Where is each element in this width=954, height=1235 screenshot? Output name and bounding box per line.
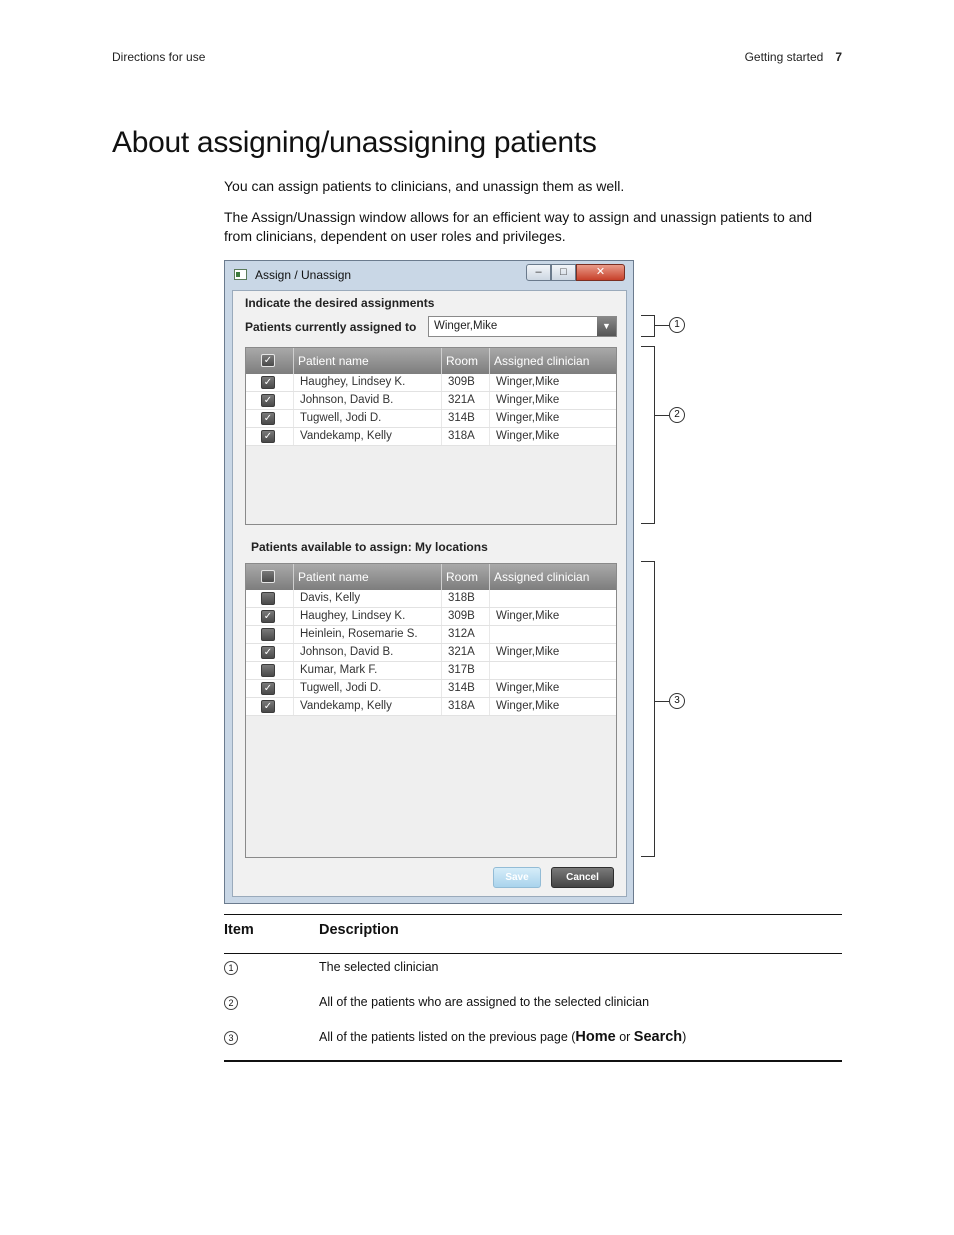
table-row[interactable] [246, 662, 616, 680]
room: 314B [442, 410, 490, 427]
callout-bracket-2 [641, 346, 655, 524]
close-button[interactable]: ✕ [576, 264, 625, 281]
assigned-clinician: Winger,Mike [496, 412, 560, 424]
maximize-button[interactable]: □ [551, 264, 576, 281]
page-header-right [745, 50, 842, 64]
select-all-checkbox[interactable]: ✓ [261, 354, 275, 367]
assigned-clinician [490, 626, 616, 643]
assigned-patients-grid [245, 347, 617, 525]
room: 314B [442, 680, 490, 697]
column-assigned-clinician[interactable]: Assigned clinician [494, 570, 590, 584]
assigned-clinician [490, 590, 616, 607]
item-number: 3 [224, 1031, 238, 1045]
item-column-header: Item [224, 922, 254, 938]
available-heading: Patients available to assign: My locations [251, 540, 488, 554]
row-check-cell [246, 608, 294, 625]
row-check-cell [246, 410, 294, 427]
assignments-heading: Indicate the desired assignments [245, 296, 435, 310]
row-checkbox[interactable]: ✓ [261, 430, 275, 443]
table-row[interactable] [246, 374, 616, 392]
patient-name: Johnson, David B. [294, 644, 442, 661]
app-icon [234, 269, 247, 280]
row-checkbox[interactable]: ✓ [261, 700, 275, 713]
patient-name: Johnson, David B. [294, 392, 442, 409]
row-check-cell [246, 626, 294, 643]
grid-header [246, 564, 616, 590]
patient-name: Kumar, Mark F. [294, 662, 442, 679]
room: 309B [442, 374, 490, 391]
column-room[interactable]: Room [442, 348, 490, 374]
row-checkbox[interactable] [261, 592, 275, 605]
table-row[interactable] [246, 698, 616, 716]
callout-marker-3: 3 [669, 693, 685, 709]
assigned-to-label: Patients currently assigned to [245, 320, 417, 334]
item-description: All of the patients who are assigned to the selected clinician [319, 995, 650, 1009]
room: 318B [442, 590, 490, 607]
row-checkbox[interactable]: ✓ [261, 412, 275, 425]
table-top-rule [224, 914, 842, 915]
patient-name: Vandekamp, Kelly [294, 428, 442, 445]
window-title: Assign / Unassign [255, 268, 352, 282]
patient-name: Heinlein, Rosemarie S. [294, 626, 442, 643]
callout-marker-2: 2 [669, 407, 685, 423]
home-keyword: Home [575, 1029, 616, 1045]
column-patient-name[interactable]: Patient name [294, 564, 442, 590]
row-check-cell [246, 374, 294, 391]
row-check-cell [246, 662, 294, 679]
table-row[interactable] [246, 644, 616, 662]
description-column-header: Description [319, 922, 399, 938]
room: 318A [442, 428, 490, 445]
chevron-down-icon[interactable]: ▼ [597, 317, 616, 336]
patient-name: Haughey, Lindsey K. [294, 374, 442, 391]
table-row[interactable] [246, 590, 616, 608]
room: 318A [442, 698, 490, 715]
assigned-clinician: Winger,Mike [496, 430, 560, 442]
assign-unassign-window [224, 260, 634, 904]
assigned-clinician: Winger,Mike [496, 610, 560, 622]
callout-bracket-1 [641, 315, 655, 337]
desc-suffix: ) [682, 1030, 687, 1044]
item-description: The selected clinician [319, 960, 439, 974]
room: 312A [442, 626, 490, 643]
item-description [319, 1029, 686, 1045]
table-row[interactable] [246, 428, 616, 446]
column-patient-name[interactable]: Patient name [294, 348, 442, 374]
callout-leader-2 [655, 415, 669, 416]
row-checkbox[interactable] [261, 628, 275, 641]
patient-name: Davis, Kelly [294, 590, 442, 607]
row-checkbox[interactable]: ✓ [261, 610, 275, 623]
assigned-clinician: Winger,Mike [496, 394, 560, 406]
table-bottom-rule [224, 1060, 842, 1062]
item-number: 1 [224, 961, 238, 975]
callout-leader-1 [655, 325, 669, 326]
room: 309B [442, 608, 490, 625]
patient-name: Tugwell, Jodi D. [294, 680, 442, 697]
assigned-clinician [490, 662, 616, 679]
row-check-cell [246, 590, 294, 607]
row-checkbox[interactable]: ✓ [261, 682, 275, 695]
select-all-cell [246, 348, 294, 374]
search-keyword: Search [633, 1029, 683, 1045]
clinician-value: Winger,Mike [434, 320, 498, 332]
patient-name: Tugwell, Jodi D. [294, 410, 442, 427]
assigned-clinician: Winger,Mike [496, 376, 560, 388]
window-content [232, 290, 627, 897]
room: 317B [442, 662, 490, 679]
intro-paragraph: You can assign patients to clinicians, and unassign them as well. [224, 178, 625, 194]
description-paragraph: The Assign/Unassign window allows for an efficient way to assign and unassign patients to and from clinicians, dependent on user roles and privileges. [224, 209, 813, 244]
row-check-cell [246, 428, 294, 445]
callout-leader-3 [655, 701, 669, 702]
room: 321A [442, 644, 490, 661]
row-checkbox[interactable] [261, 664, 275, 677]
minimize-button[interactable]: – [526, 264, 551, 281]
row-checkbox[interactable]: ✓ [261, 376, 275, 389]
row-check-cell [246, 644, 294, 661]
assigned-clinician: Winger,Mike [496, 700, 560, 712]
callout-marker-1: 1 [669, 317, 685, 333]
page-number: 7 [835, 50, 842, 64]
clinician-select[interactable] [428, 316, 617, 337]
patient-name: Haughey, Lindsey K. [294, 608, 442, 625]
table-row[interactable] [246, 680, 616, 698]
row-check-cell [246, 698, 294, 715]
patient-name: Vandekamp, Kelly [294, 698, 442, 715]
page-header-left: Directions for use [112, 50, 206, 64]
available-patients-grid [245, 563, 617, 858]
window-titlebar [225, 261, 633, 289]
table-row[interactable] [246, 392, 616, 410]
column-assigned-clinician[interactable]: Assigned clinician [494, 354, 590, 368]
select-all-cell [246, 564, 294, 590]
assigned-clinician: Winger,Mike [496, 646, 560, 658]
desc-prefix: All of the patients listed on the previous page ( [319, 1030, 576, 1044]
table-header-rule [224, 953, 842, 954]
select-all-checkbox[interactable] [261, 570, 275, 583]
grid-header [246, 348, 616, 374]
table-row[interactable] [246, 608, 616, 626]
desc-or: or [615, 1030, 634, 1044]
save-button[interactable]: Save [493, 867, 541, 888]
row-check-cell [246, 392, 294, 409]
item-number: 2 [224, 996, 238, 1010]
row-check-cell [246, 680, 294, 697]
page-title: About assigning/unassigning patients [112, 126, 597, 159]
callout-bracket-3 [641, 561, 655, 857]
assigned-clinician: Winger,Mike [496, 682, 560, 694]
table-row[interactable] [246, 410, 616, 428]
room: 321A [442, 392, 490, 409]
cancel-button[interactable]: Cancel [551, 867, 614, 888]
table-row[interactable] [246, 626, 616, 644]
column-room[interactable]: Room [442, 564, 490, 590]
section-name: Getting started [744, 50, 824, 64]
row-checkbox[interactable]: ✓ [261, 646, 275, 659]
row-checkbox[interactable]: ✓ [261, 394, 275, 407]
